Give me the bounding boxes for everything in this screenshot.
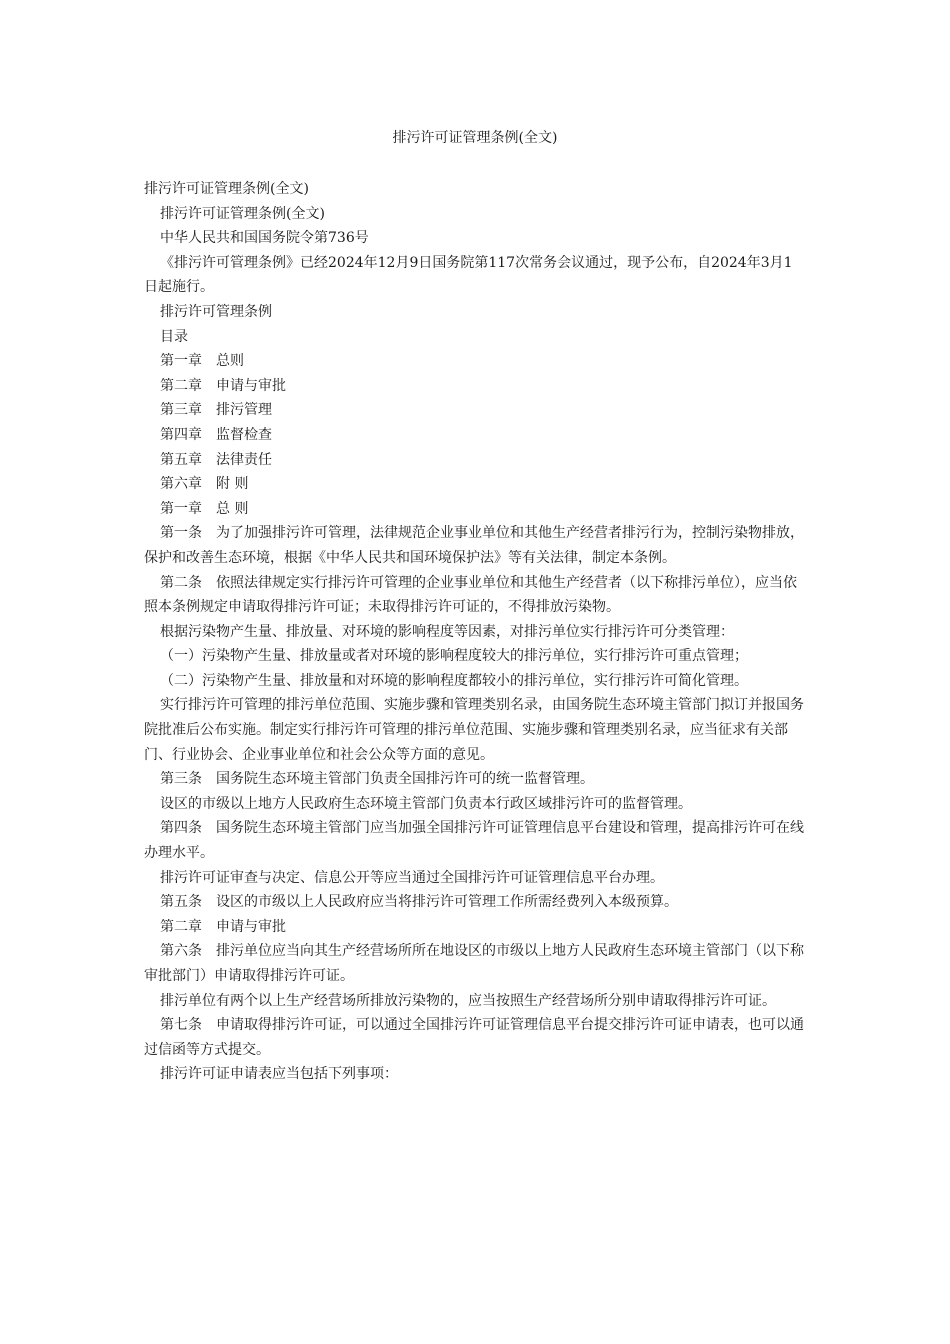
paragraph: 第二章 申请与审批 bbox=[160, 377, 286, 394]
paragraph: 第六章 附 则 bbox=[160, 476, 249, 493]
paragraph: 排污单位有两个以上生产经营场所排放污染物的，应当按照生产经营场所分别申请取得排污许可证。 bbox=[160, 992, 776, 1009]
paragraph: （一）污染物产生量、排放量或者对环境的影响程度较大的排污单位，实行排污许可重点管理； bbox=[160, 648, 748, 665]
paragraph: 实行排污许可管理的排污单位范围、实施步骤和管理类别名录，由国务院生态环境主管部门拟订并报国务院批准后公布实施。制定实行排污许可管理的排污单位范围、实施步骤和管理类别名录，应当征求有关部门、行业协会、企业事业单位和社会公众等方面的意见。 bbox=[144, 697, 804, 763]
paragraph: 第四条 国务院生态环境主管部门应当加强全国排污许可证管理信息平台建设和管理，提高排污许可在线办理水平。 bbox=[144, 820, 804, 862]
paragraph: 第一章 总则 bbox=[160, 353, 244, 370]
paragraph: 排污许可证申请表应当包括下列事项： bbox=[160, 1066, 398, 1083]
paragraph: 第二条 依照法律规定实行排污许可管理的企业事业单位和其他生产经营者（以下称排污单位），应当依照本条例规定申请取得排污许可证；未取得排污许可证的，不得排放污染物。 bbox=[144, 574, 797, 616]
paragraph: 排污许可证审查与决定、信息公开等应当通过全国排污许可证管理信息平台办理。 bbox=[160, 869, 664, 886]
paragraph: 第二章 申请与审批 bbox=[160, 918, 286, 935]
paragraph: 第六条 排污单位应当向其生产经营场所所在地设区的市级以上地方人民政府生态环境主管部门（以下称审批部门）申请取得排污许可证。 bbox=[144, 943, 804, 984]
paragraph: 目录 bbox=[160, 328, 188, 345]
paragraph: 第三章 排污管理 bbox=[160, 402, 272, 419]
document-body bbox=[144, 177, 806, 1087]
paragraph: 中华人民共和国国务院令第736号 bbox=[160, 230, 369, 247]
page-title: 排污许可证管理条例(全文) bbox=[392, 130, 558, 146]
paragraph: 第三条 国务院生态环境主管部门负责全国排污许可的统一监督管理。 bbox=[160, 771, 594, 788]
paragraph: 第一条 为了加强排污许可管理，法律规范企业事业单位和其他生产经营者排污行为，控制污染物排放，保护和改善生态环境，根据《中华人民共和国环境保护法》等有关法律，制定本条例。 bbox=[144, 525, 804, 566]
paragraph: 《排污许可管理条例》已经2024年12月9日国务院第117次常务会议通过，现予公布，自2024年3月1日起施行。 bbox=[144, 254, 793, 296]
paragraph: 排污许可证管理条例(全文) bbox=[144, 181, 309, 197]
paragraph: 第五条 设区的市级以上人民政府应当将排污许可管理工作所需经费列入本级预算。 bbox=[160, 894, 678, 911]
paragraph: 第七条 申请取得排污许可证，可以通过全国排污许可证管理信息平台提交排污许可证申请表，也可以通过信函等方式提交。 bbox=[144, 1017, 804, 1058]
paragraph: 设区的市级以上地方人民政府生态环境主管部门负责本行政区域排污许可的监督管理。 bbox=[160, 795, 692, 812]
paragraph: 第四章 监督检查 bbox=[160, 426, 272, 443]
paragraph: 根据污染物产生量、排放量、对环境的影响程度等因素，对排污单位实行排污许可分类管理： bbox=[160, 623, 734, 640]
paragraph: 排污许可证管理条例(全文) bbox=[160, 205, 325, 222]
paragraph: 第一章 总 则 bbox=[160, 500, 249, 517]
paragraph: 第五章 法律责任 bbox=[160, 451, 272, 468]
paragraph: （二）污染物产生量、排放量和对环境的影响程度都较小的排污单位，实行排污许可简化管理。 bbox=[160, 672, 748, 689]
paragraph: 排污许可管理条例 bbox=[160, 303, 272, 320]
